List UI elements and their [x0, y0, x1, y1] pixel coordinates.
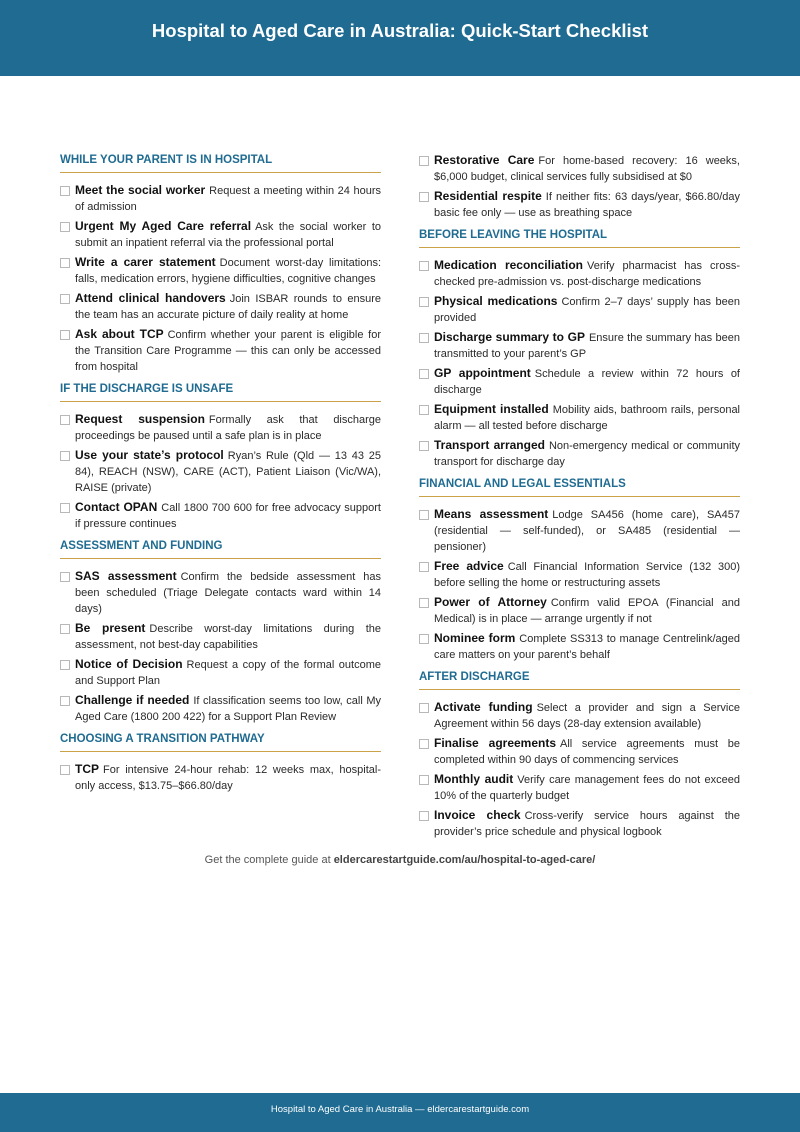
section-title: WHILE YOUR PARENT IS IN HOSPITAL: [60, 152, 381, 173]
item-desc: Request a meeting within 24 hours of admission: [75, 185, 381, 213]
checklist-item: [419, 594, 740, 627]
checklist-item: [60, 326, 381, 375]
section-title: ASSESSMENT AND FUNDING: [60, 538, 381, 559]
item-label: Power of Attorney: [434, 595, 547, 609]
item-desc: Complete SS313 to manage Centrelink/aged care matters on your parent’s behalf: [434, 633, 740, 661]
item-label: Be present: [75, 621, 146, 635]
item-label: Transport arranged: [434, 438, 545, 452]
checkbox[interactable]: [60, 186, 70, 196]
checkbox[interactable]: [419, 333, 429, 343]
item-desc: If neither fits: 63 days/year, $66.80/day basic fee only — use as breathing space: [434, 191, 740, 219]
footer-text: Hospital to Aged Care in Australia — eldercarestartguide.com: [270, 1104, 530, 1115]
item-desc: Formally ask that discharge proceedings be paused until a safe plan is in place: [75, 414, 382, 442]
checklist-item: [419, 630, 740, 663]
checkbox[interactable]: [419, 297, 429, 307]
section-title: CHOOSING A TRANSITION PATHWAY: [60, 731, 381, 752]
item-desc: Verify pharmacist has cross-checked pre-admission vs. post-discharge medications: [434, 260, 740, 288]
checkbox[interactable]: [60, 660, 70, 670]
section-title: AFTER DISCHARGE: [419, 669, 740, 690]
item-desc: Confirm valid EPOA (Financial and Medical) is in place — arrange urgently if not: [434, 597, 740, 625]
checkbox[interactable]: [60, 258, 70, 268]
section-transition-pathway-continued: [419, 152, 740, 221]
checkbox[interactable]: [419, 405, 429, 415]
item-desc: All service agreements must be completed within 90 days of commencing services: [434, 738, 740, 766]
right-column: [419, 152, 740, 846]
checkbox[interactable]: [419, 261, 429, 271]
checkbox[interactable]: [60, 624, 70, 634]
checklist-item: [419, 437, 740, 470]
section-before-leaving: [419, 227, 740, 470]
checklist-item: [419, 257, 740, 290]
checklist-item: [60, 254, 381, 287]
item-desc: Schedule a review within 72 hours of discharge: [434, 368, 740, 396]
checklist-item: [419, 699, 740, 732]
section-after-discharge: [419, 669, 740, 840]
item-label: Meet the social worker: [75, 183, 206, 197]
checklist-item: [60, 499, 381, 532]
checkbox[interactable]: [419, 369, 429, 379]
item-desc: Describe worst-day limitations during the assessment, not best-day capabilities: [75, 623, 381, 651]
item-label: TCP: [75, 762, 99, 776]
item-label: SAS assessment: [75, 569, 177, 583]
checklist-item: [419, 807, 740, 840]
checklist-item: [60, 761, 381, 794]
checkbox[interactable]: [60, 572, 70, 582]
item-label: Means assessment: [434, 507, 549, 521]
item-label: Medication reconciliation: [434, 258, 583, 272]
item-desc: Document worst-day limitations: falls, medication errors, hygiene difficulties, cognitive changes: [75, 257, 381, 285]
checkbox[interactable]: [60, 765, 70, 775]
item-desc: Mobility aids, bathroom rails, personal alarm — all tested before discharge: [434, 404, 740, 432]
guide-prefix: Get the complete guide at: [204, 854, 334, 866]
checkbox[interactable]: [419, 192, 429, 202]
checkbox[interactable]: [419, 562, 429, 572]
item-desc: Call Financial Information Service (132 300) before selling the home or restructuring assets: [434, 561, 740, 589]
item-label: Finalise agreements: [434, 736, 557, 750]
item-desc: For intensive 24-hour rehab: 12 weeks max, hospital-only access, $13.75–$66.80/day: [75, 764, 381, 792]
checkbox[interactable]: [419, 598, 429, 608]
checklist-item: [419, 401, 740, 434]
checkbox[interactable]: [419, 510, 429, 520]
item-desc: Cross-verify service hours against the provider’s price schedule and physical logbook: [434, 810, 740, 838]
item-label: Use your state’s protocol: [75, 448, 224, 462]
checklist-item: [60, 692, 381, 725]
checklist-item: [419, 558, 740, 591]
item-label: Discharge summary to GP: [434, 330, 585, 344]
checklist-item: [60, 447, 381, 496]
checklist-item: [60, 290, 381, 323]
item-label: Monthly audit: [434, 772, 514, 786]
checklist-item: [419, 188, 740, 221]
item-desc: Join ISBAR rounds to ensure the team has an accurate picture of daily reality at home: [75, 293, 381, 321]
item-label: Urgent My Aged Care referral: [75, 219, 252, 233]
guide-link-line: [0, 854, 800, 866]
checklist-item: [60, 568, 381, 617]
checkbox[interactable]: [60, 415, 70, 425]
checklist-item: [60, 218, 381, 251]
checkbox[interactable]: [419, 156, 429, 166]
checklist-item: [419, 735, 740, 768]
item-label: Activate funding: [434, 700, 533, 714]
section-discharge-unsafe: [60, 381, 381, 532]
section-financial-legal: [419, 476, 740, 663]
item-label: Notice of Decision: [75, 657, 183, 671]
item-label: Restorative Care: [434, 153, 535, 167]
item-label: Request suspension: [75, 412, 205, 426]
item-desc: Confirm the bedside assessment has been scheduled (Triage Delegate contacts ward within 14 days): [75, 571, 381, 615]
section-title: IF THE DISCHARGE IS UNSAFE: [60, 381, 381, 402]
checklist-item: [419, 771, 740, 804]
checklist-item: [60, 656, 381, 689]
checklist-item: [419, 152, 740, 185]
checkbox[interactable]: [60, 330, 70, 340]
item-label: Equipment installed: [434, 402, 549, 416]
section-title: FINANCIAL AND LEGAL ESSENTIALS: [419, 476, 740, 497]
checkbox[interactable]: [60, 294, 70, 304]
checklist-item: [60, 620, 381, 653]
item-desc: Call 1800 700 600 for free advocacy support if pressure continues: [75, 502, 381, 530]
page-title: Hospital to Aged Care in Australia: Quick-Start Checklist: [151, 20, 649, 41]
section-title: BEFORE LEAVING THE HOSPITAL: [419, 227, 740, 248]
item-desc: Verify care management fees do not exceed 10% of the quarterly budget: [434, 774, 740, 802]
item-label: Residential respite: [434, 189, 542, 203]
section-assessment-funding: [60, 538, 381, 725]
checklist-item: [419, 293, 740, 326]
item-desc: Ensure the summary has been transmitted to your parent’s GP: [434, 332, 740, 360]
footer-banner: [0, 1093, 800, 1132]
checklist-item: [60, 182, 381, 215]
checklist-item: [60, 411, 381, 444]
item-label: Write a carer statement: [75, 255, 216, 269]
item-desc: Ask the social worker to submit an inpatient referral via the professional portal: [75, 221, 381, 249]
item-desc: If classification seems too low, call My Aged Care (1800 200 422) for a Support Plan Review: [75, 695, 381, 723]
checkbox[interactable]: [60, 222, 70, 232]
section-in-hospital: [60, 152, 381, 375]
item-label: Challenge if needed: [75, 693, 190, 707]
item-desc: Select a provider and sign a Service Agreement within 56 days (28-day extension available): [434, 702, 740, 730]
item-desc: Lodge SA456 (home care), SA457 (residential — self-funded), or SA485 (residential — pensioner): [434, 509, 740, 553]
item-label: Free advice: [434, 559, 504, 573]
checkbox[interactable]: [60, 503, 70, 513]
item-label: Physical medications: [434, 294, 558, 308]
item-label: Ask about TCP: [75, 327, 164, 341]
checkbox[interactable]: [60, 451, 70, 461]
checkbox[interactable]: [419, 703, 429, 713]
item-label: Contact OPAN: [75, 500, 158, 514]
checkbox[interactable]: [419, 739, 429, 749]
item-desc: For home-based recovery: 16 weeks, $6,000 budget, clinical services fully subsidised at $0: [434, 155, 740, 183]
guide-url-link[interactable]: eldercarestartguide.com/au/hospital-to-aged-care/: [333, 854, 596, 866]
left-column: [60, 152, 381, 800]
header-banner: [0, 0, 800, 76]
item-desc: Confirm 2–7 days’ supply has been provided: [434, 296, 740, 324]
item-label: Nominee form: [434, 631, 516, 645]
checklist-item: [419, 365, 740, 398]
checkbox[interactable]: [419, 441, 429, 451]
item-label: Invoice check: [434, 808, 521, 822]
checklist-item: [419, 329, 740, 362]
checkbox[interactable]: [60, 696, 70, 706]
item-desc: Request a copy of the formal outcome and Support Plan: [75, 659, 381, 687]
item-desc: Confirm whether your parent is eligible for the Transition Care Programme — this can only be accessed from hospital: [75, 329, 381, 373]
item-desc: Non-emergency medical or community transport for discharge day: [434, 440, 740, 468]
section-transition-pathway: [60, 731, 381, 794]
checkbox[interactable]: [419, 775, 429, 785]
item-desc: Ryan’s Rule (Qld — 13 43 25 84), REACH (NSW), CARE (ACT), Patient Liaison (Vic/WA), RAISE (private): [75, 450, 382, 494]
checkbox[interactable]: [419, 634, 429, 644]
checkbox[interactable]: [419, 811, 429, 821]
item-label: Attend clinical handovers: [75, 291, 226, 305]
item-label: GP appointment: [434, 366, 531, 380]
checklist-item: [419, 506, 740, 555]
